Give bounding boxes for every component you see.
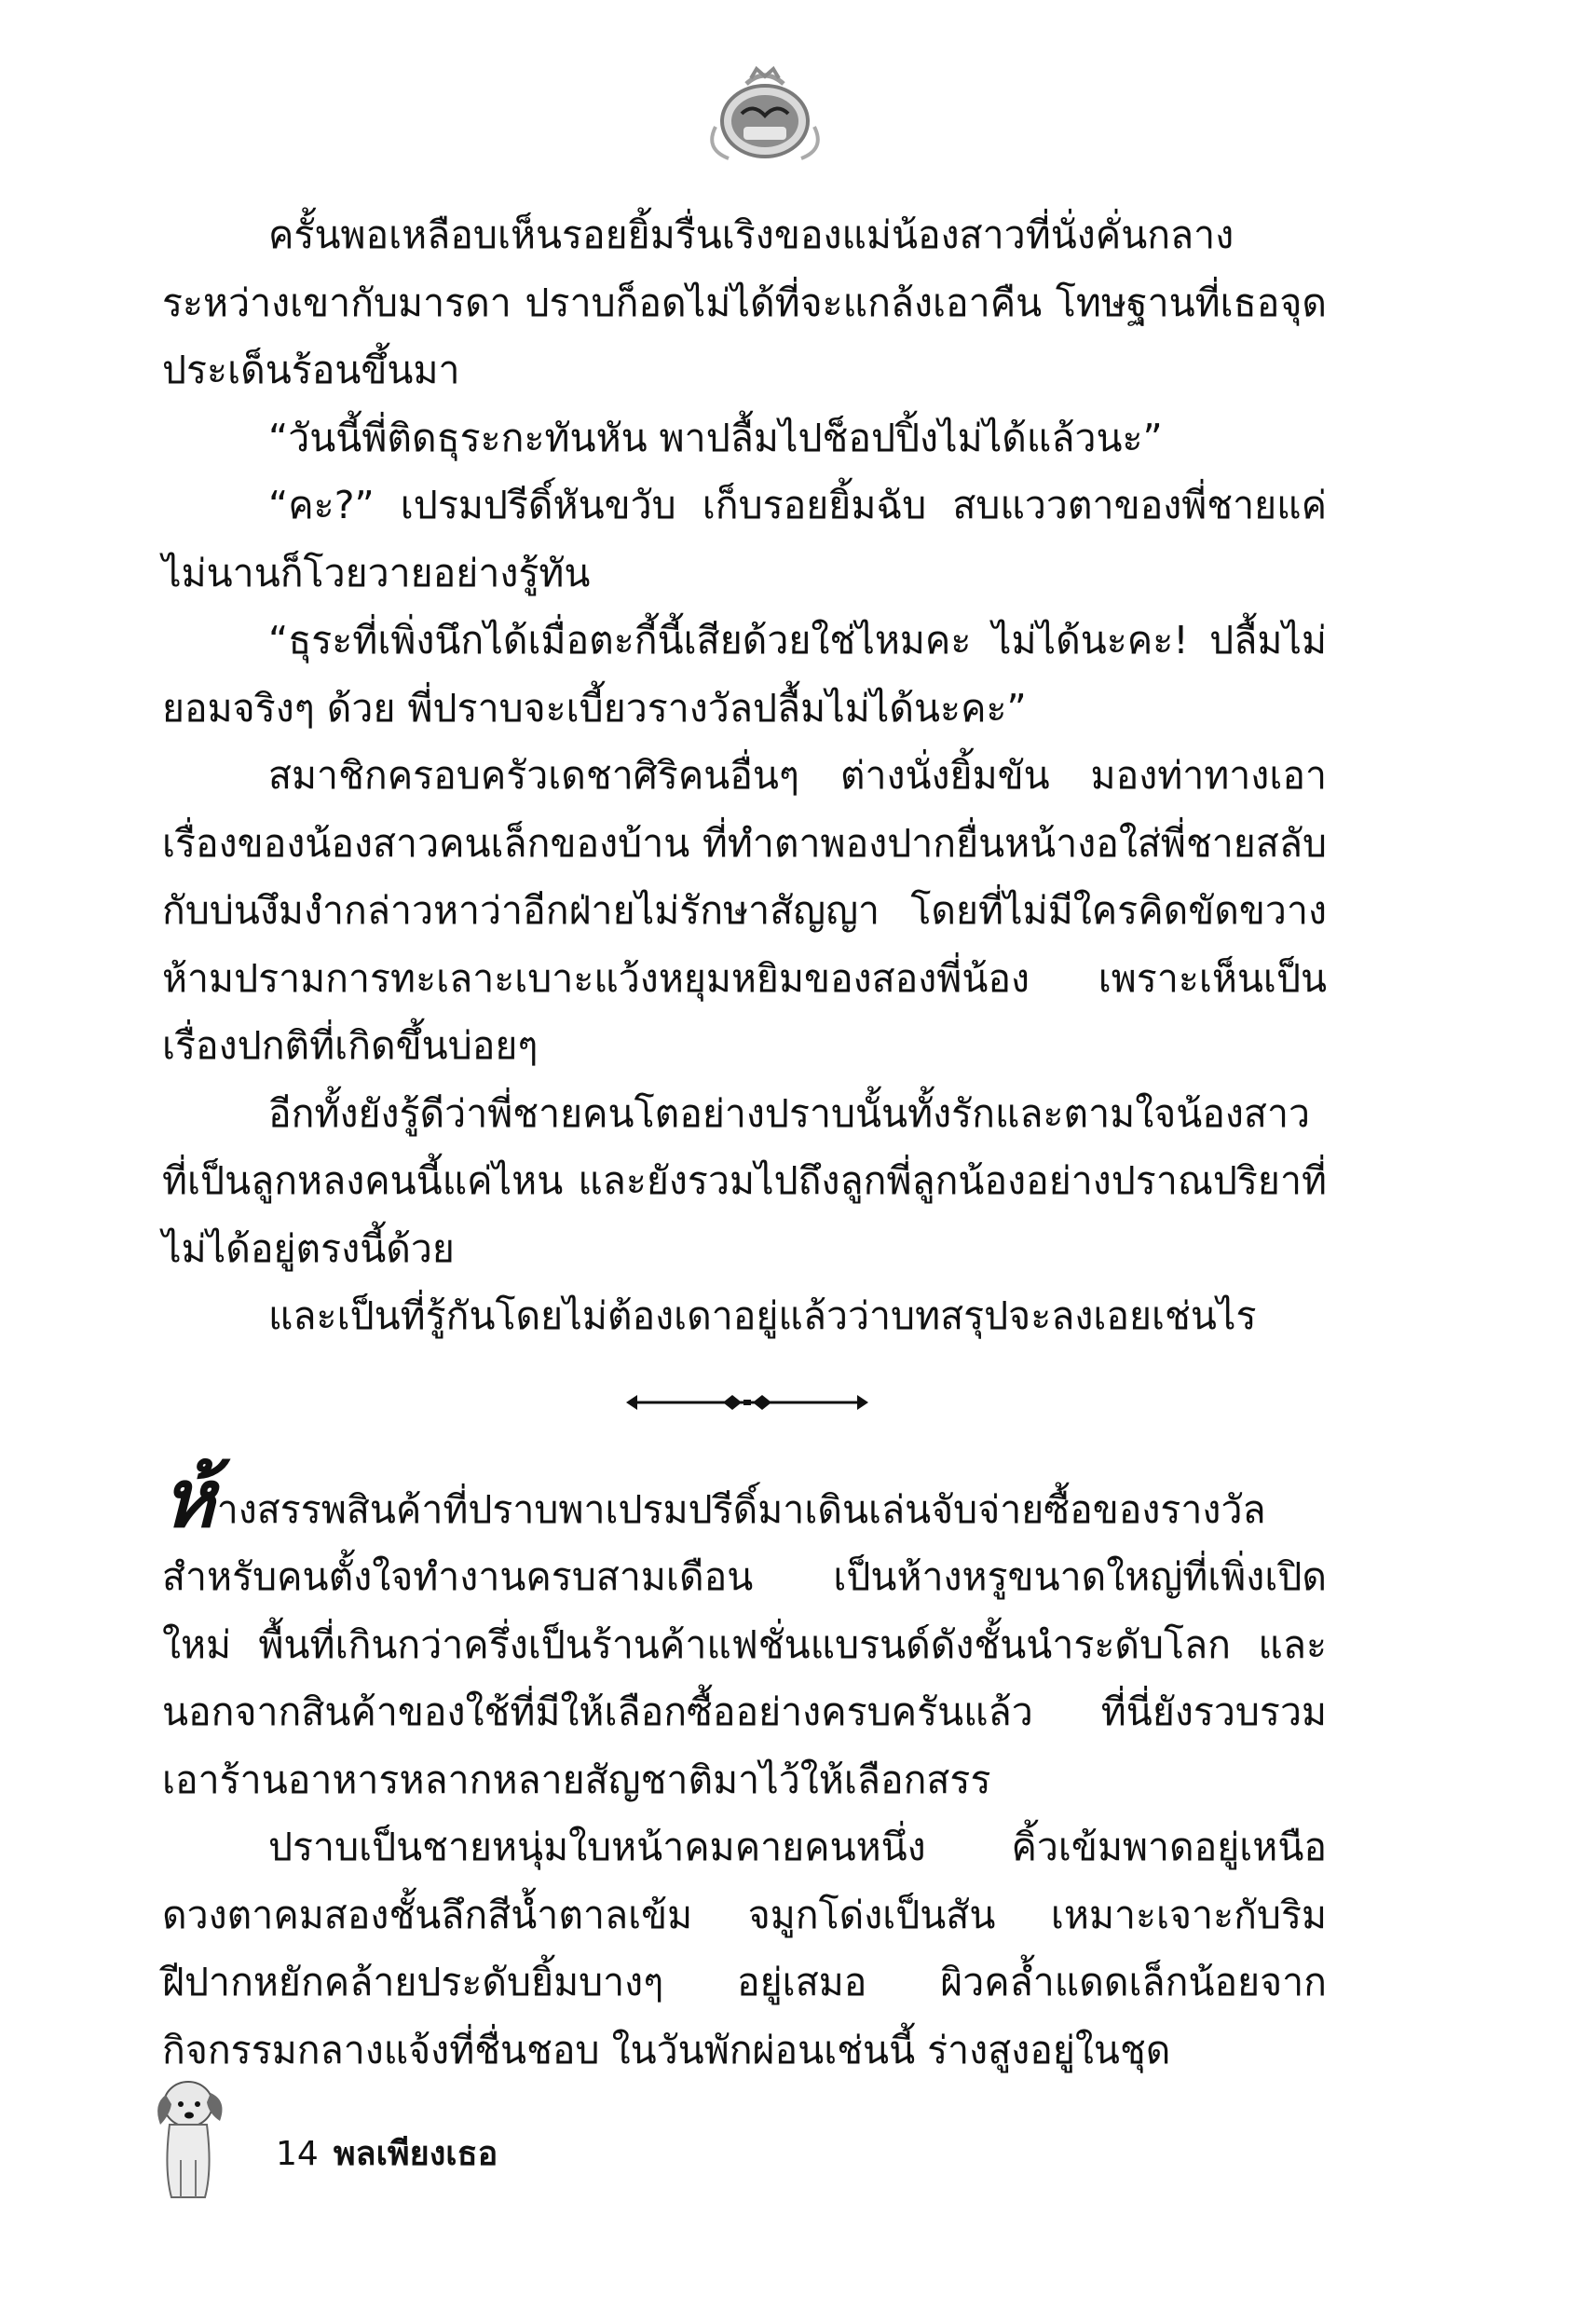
paragraph: “ธุระที่เพิ่งนึกได้เมื่อตะกี้นี้เสียด้วยใช่ไหมคะ ไม่ได้นะคะ! ปลื้มไม่ยอมจริงๆ ด้วย พี่ปราบจะเบี้ยวรางวัลปลื้มไม่ได้นะคะ” [162, 618, 1327, 731]
scene-break-ornament-icon [626, 1391, 868, 1414]
paragraph: “วันนี้พี่ติดธุระกะทันหัน พาปลื้มไปช็อปปิ้งไม่ได้แล้วนะ” [268, 415, 1163, 460]
paragraph: “คะ?” เปรมปรีดิ์หันขวับ เก็บรอยยิ้มฉับ สบแววตาของพี่ชายแค่ไม่นานก็โวยวายอย่างรู้ทัน [162, 483, 1327, 595]
puppy-icon [147, 2067, 231, 2207]
scene-break [162, 1350, 1327, 1471]
dropcap-paragraph [162, 1451, 1327, 1814]
dropcap-paragraph-text: างสรรพสินค้าที่ปราบพาเปรมปรีดิ์มาเดินเล่นจับจ่ายซื้อของรางวัลสำหรับคนตั้งใจทำงานครบสามเดือน เป็นห้างหรูขนาดใหญ่ที่เพิ่งเปิดใหม่ พื้นที่เกินกว่าครึ่งเป็นร้านค้าแฟชั่นแบรนด์ดังชั้นนำระดับโลก และนอกจากสินค้าของใช้ที่มีให้เลือกซื้ออย่างครบครันแล้ว ที่นี่ยังรวบรวมเอาร้านอาหารหลากหลายสัญชาติมาไว้ให้เลือกสรร [162, 1486, 1327, 1802]
paragraph: อีกทั้งยังรู้ดีว่าพี่ชายคนโตอย่างปราบนั้นทั้งรักและตามใจน้องสาวที่เป็นลูกหลงคนนี้แค่ไหน และยังรวมไปถึงลูกพี่ลูกน้องอย่างปราณปริยาที่ไม่ได้อยู่ตรงนี้ด้วย [162, 1090, 1327, 1271]
dropcap: ห้ [162, 1451, 215, 1546]
page-footer [276, 2126, 498, 2180]
page-number: 14 [276, 2135, 319, 2173]
paragraph: สมาชิกครอบครัวเดชาศิริคนอื่นๆ ต่างนั่งยิ้มขัน มองท่าทางเอาเรื่องของน้องสาวคนเล็กของบ้าน ที่ทำตาพองปากยื่นหน้างอใส่พี่ชายสลับกับบ่นงึมงำกล่าวหาว่าอีกฝ่ายไม่รักษาสัญญา โดยที่ไม่มีใครคิดขัดขวางห้ามปรามการทะเลาะเบาะแว้งหยุมหยิมของสองพี่น้อง เพราะเห็นเป็นเรื่องปกติที่เกิดขึ้นบ่อยๆ [162, 753, 1327, 1068]
paragraphs-top [162, 201, 1327, 1350]
book-title: พลเพียงเธอ [333, 2135, 498, 2173]
body-text [162, 201, 1327, 2084]
paragraph: และเป็นที่รู้กันโดยไม่ต้องเดาอยู่แล้วว่าบทสรุปจะลงเอยเช่นไร [268, 1293, 1257, 1338]
paragraphs-bottom [162, 1813, 1327, 2084]
paragraph: ครั้นพอเหลือบเห็นรอยยิ้มรื่นเริงของแม่น้องสาวที่นั่งคั่นกลางระหว่างเขากับมารดา ปราบก็อดไม่ได้ที่จะแกล้งเอาคืน โทษฐานที่เธอจุดประเด็นร้อนขึ้นมา [162, 212, 1327, 392]
paragraph: ปราบเป็นชายหนุ่มใบหน้าคมคายคนหนึ่ง คิ้วเข้มพาดอยู่เหนือดวงตาคมสองชั้นลึกสีน้ำตาลเข้ม จมูกโด่งเป็นสัน เหมาะเจาะกับริมฝีปากหยักคล้ายประดับยิ้มบางๆ อยู่เสมอ ผิวคล้ำแดดเล็กน้อยจากกิจกรรมกลางแจ้งที่ชื่นชอบ ในวันพักผ่อนเช่นนี้ ร่างสูงอยู่ในชุด [162, 1825, 1327, 2072]
publisher-logo-icon [695, 65, 835, 172]
